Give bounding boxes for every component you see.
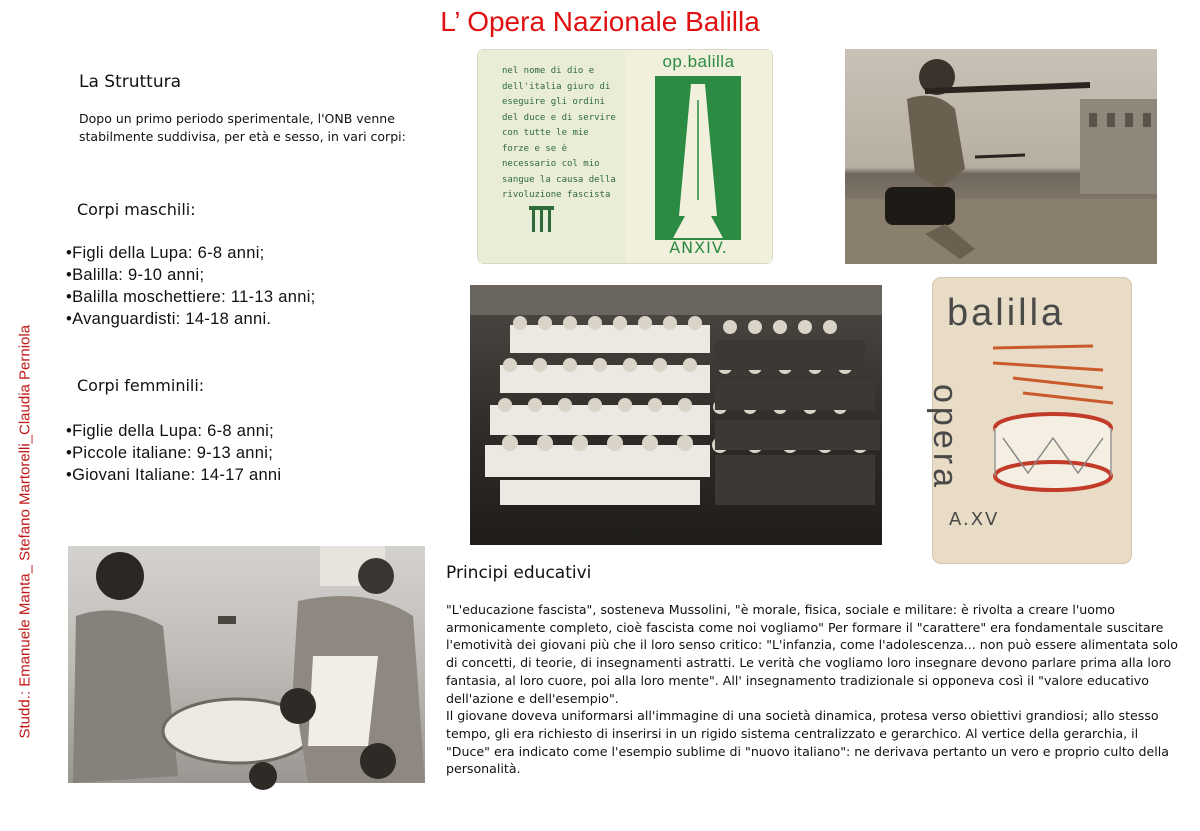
fasces-icon	[478, 50, 625, 263]
obelisk-icon	[625, 50, 772, 263]
card-year: ANXIV.	[669, 238, 728, 257]
rifle-scene-illustration	[845, 49, 1157, 264]
education-paragraph: "L'educazione fascista", sosteneva Mussolini, "è morale, fisica, sociale e militare: è rivolta a creare l'uomo armonicamente completo, cioè fascista come noi vogliamo" Per formare il "carattere" era fondamentale suscitare l'emotività dei giovani più che il loro senso critico: "L'infanzia, come l'adolescenza... non può essere alimentata solo di concetti, di teorie, di insegnamenti astratti. Le verità che vogliamo loro insegnare devono parlare prima alla loro fantasia, al loro cuore, poi alla loro mente". All' insegnamento tradizionale si opponeva così il "valore educativo dell'azione e dell'esempio".	[446, 602, 1178, 706]
list-item: • Avanguardisti: 14-18 anni.	[66, 308, 396, 330]
card-brand: op.balilla	[662, 52, 735, 71]
list-item: • Figlie della Lupa: 6-8 anni;	[66, 420, 396, 442]
children-washing-photo	[68, 546, 425, 783]
boy-with-rifle-photo	[845, 49, 1157, 264]
card-cover-page	[625, 50, 772, 263]
page-title: L’ Opera Nazionale Balilla	[440, 6, 760, 37]
structure-intro: Dopo un primo periodo sperimentale, l'ONB venne stabilmente suddivisa, per età e sesso, in vari corpi:	[79, 111, 406, 144]
male-corps-heading: Corpi maschili:	[77, 200, 196, 219]
list-item: • Giovani Italiane: 14-17 anni	[66, 464, 396, 486]
female-corps-list	[66, 420, 396, 486]
card2-year: A.XV	[949, 509, 1000, 530]
author-credit: Studd.: Emanuele Manta_ Stefano Martorelli_Claudia Perniola	[16, 324, 34, 739]
list-item: • Piccole italiane: 9-13 anni;	[66, 442, 396, 464]
opera-balilla-card-image	[925, 278, 1131, 563]
membership-card-image	[478, 50, 772, 263]
card-word-balilla: balilla	[947, 292, 1066, 334]
group-of-children-illustration	[470, 285, 882, 545]
card-oath-page	[478, 50, 625, 263]
list-item: • Balilla moschettiere: 11-13 anni;	[66, 286, 396, 308]
education-paragraph: Il giovane doveva uniformarsi all'immagine di una società dinamica, protesa verso obiettivi grandiosi; allo stesso tempo, gli era richiesto di inserirsi in un rigido sistema centralizzato e gerarchico. Al vertice della gerarchia, il "Duce" era indicato come l'esempio sublime di "nuovo italiano": ne derivava pertanto un vero e proprio culto della personalità.	[446, 708, 1169, 777]
education-heading: Principi educativi	[446, 563, 592, 583]
washing-scene-illustration	[68, 546, 425, 783]
card-oath-text: nel nome di dio e dell'italia giuro di eseguire gli ordini del duce e di servire con tutte le mie forze e se è necessario col mio sangue la causa della rivoluzione fascista	[502, 66, 616, 200]
list-item: • Balilla: 9-10 anni;	[66, 264, 396, 286]
male-corps-list	[66, 242, 396, 330]
structure-heading: La Struttura	[79, 72, 182, 92]
female-corps-heading: Corpi femminili:	[77, 376, 205, 395]
group-class-photo	[470, 285, 882, 545]
list-item: • Figli della Lupa: 6-8 anni;	[66, 242, 396, 264]
education-text	[446, 601, 1182, 778]
card-word-opera: opera	[925, 384, 964, 491]
